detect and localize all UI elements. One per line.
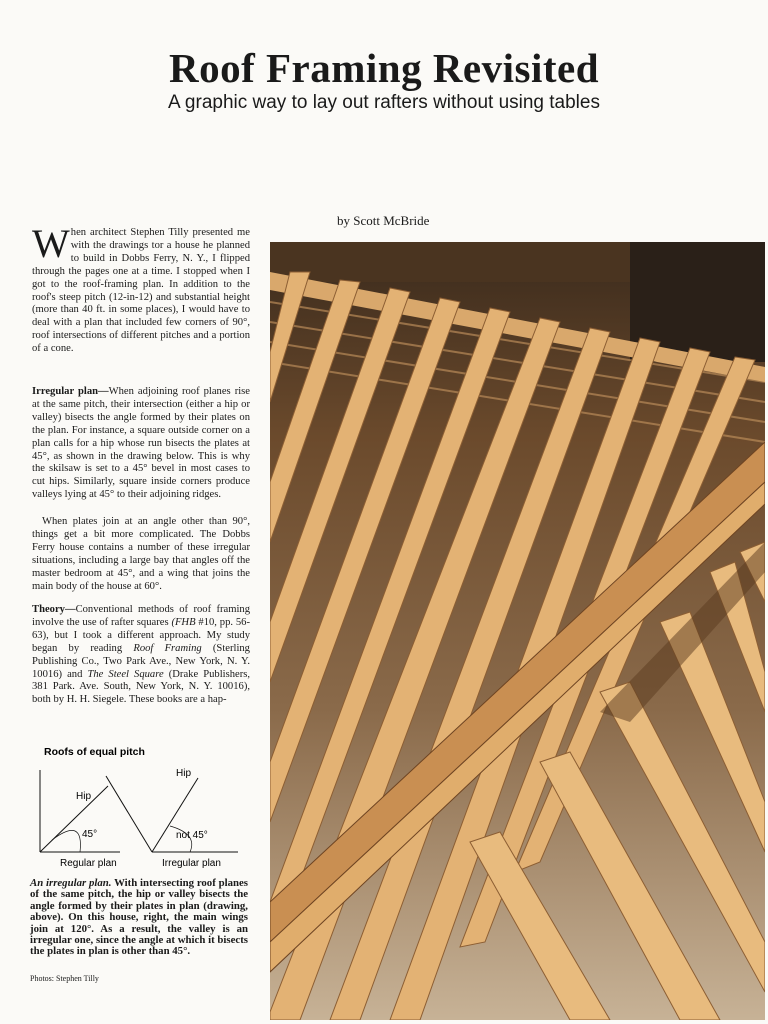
byline: by Scott McBride xyxy=(337,213,430,228)
intro-text: hen architect Stephen Tilly presented me with the drawings tor a house he planned to build in Dobbs Ferry, N. Y., I flipped through the pages one at a time. I stopped when I got to the roof-framing plan. In addition to the roof's steep pitch (12-in-12) and substantial height (more than 40 ft. in some places), I would have to deal with a plan that included few corners of 90°, roof intersections of different pitches and a portion of a cone. xyxy=(32,227,250,355)
photo-caption xyxy=(30,878,248,958)
left-hip-line xyxy=(40,786,108,852)
theory-heading: Theory xyxy=(32,604,65,615)
book-title-steel-square: The Steel Square xyxy=(87,668,164,680)
theory-fhb: (FHB xyxy=(171,616,196,628)
right-plate-angled xyxy=(106,776,152,852)
irregular-plan-heading: Irregular plan xyxy=(32,386,99,397)
left-angle-label: 45° xyxy=(82,829,98,840)
theory-text-a: Conventional methods of roof framing involve the use of rafter squares xyxy=(32,604,250,628)
irregular-plan-paragraph: Irregular plan—When adjoining roof planes rise at the same pitch, their intersection (either a hip or valley) bisects the angle formed by their plates on the plan. For instance, a square outside corner on a plan calls for a hip whose run bisects the plates at 45°, as shown in the drawing below. This is why the skilsaw is set to a 45° bevel in most cases to cut hips. Similarly, square inside corners produce valleys lying at 45° to their adjoining ridges. xyxy=(32,386,250,501)
drop-cap: W xyxy=(32,221,70,266)
theory-text-d: (Drake Publishers, 381 Park. Ave. South, New York, N. Y. 10016), both by H. H. Siegele. These books are a hap- xyxy=(32,668,250,706)
irregular-plan-label: Irregular plan xyxy=(162,858,221,869)
article-title: Roof Framing Revisited xyxy=(168,45,600,91)
irregular-plan-text-2: When plates join at an angle other than 90°, things get a bit more complicated. The Dobbs Ferry house contains a number of these irregular situations, including a large bay that angles off the master bedroom at 45°, and a wing that joins the main body of the house at 60°. xyxy=(32,516,250,592)
book-title-roof-framing: Roof Framing xyxy=(133,642,202,654)
intro-paragraph xyxy=(32,221,250,356)
regular-plan-label: Regular plan xyxy=(60,858,117,869)
caption-lead: An irregular plan. xyxy=(30,877,112,889)
right-hip-label: Hip xyxy=(176,768,192,779)
roof-pitch-diagram xyxy=(30,742,250,870)
irregular-plan-paragraph-2 xyxy=(32,516,250,593)
caption-body: With intersecting roof planes of the same pitch, the hip or valley bisects the angle formed by their plates in plan (drawing, above). On this house, right, the main wings join at 120°. As a result, the valley is an irregular one, since the angle at which it bisects the plates in plan is other than 45°. xyxy=(30,877,248,958)
right-angle-label: not 45° xyxy=(176,830,208,841)
irregular-plan-text: When adjoining roof planes rise at the same pitch, their intersection (either a hip or valley) bisects the angle formed by their plates on the plan. For instance, a square outside corner on a plan calls for a hip whose run bisects the plates at 45°, as shown in the drawing below. This is why the skilsaw is set to a 45° bevel in most cases to cut hips. Similarly, square inside corners produce valleys lying at 45° to their adjoining ridges. xyxy=(32,386,250,501)
theory-text-b: #10, pp. 56-63), but I took a different approach. My study began by reading xyxy=(32,616,250,654)
roof-framing-photo xyxy=(270,242,765,1020)
diagram-title: Roofs of equal pitch xyxy=(44,746,145,758)
theory-paragraph: Theory—Conventional methods of roof framing involve the use of rafter squares (FHB #10, pp. 56-63), but I took a different approach. My study began by reading Roof Framing (Sterling Publishing Co., Two Park Ave., New York, N. Y. 10016) and The Steel Square (Drake Publishers, 381 Park. Ave. South, New York, N. Y. 10016), both by H. H. Siegele. These books are a hap- xyxy=(32,604,250,706)
theory-text-c: (Sterling Publishing Co., Two Park Ave., New York, N. Y. 10016) and xyxy=(32,642,250,680)
left-hip-label: Hip xyxy=(76,791,92,802)
article-subtitle: A graphic way to lay out rafters without using tables xyxy=(168,92,600,113)
photo-credit: Photos: Stephen Tilly xyxy=(30,974,99,983)
left-angle-arc xyxy=(52,830,80,852)
